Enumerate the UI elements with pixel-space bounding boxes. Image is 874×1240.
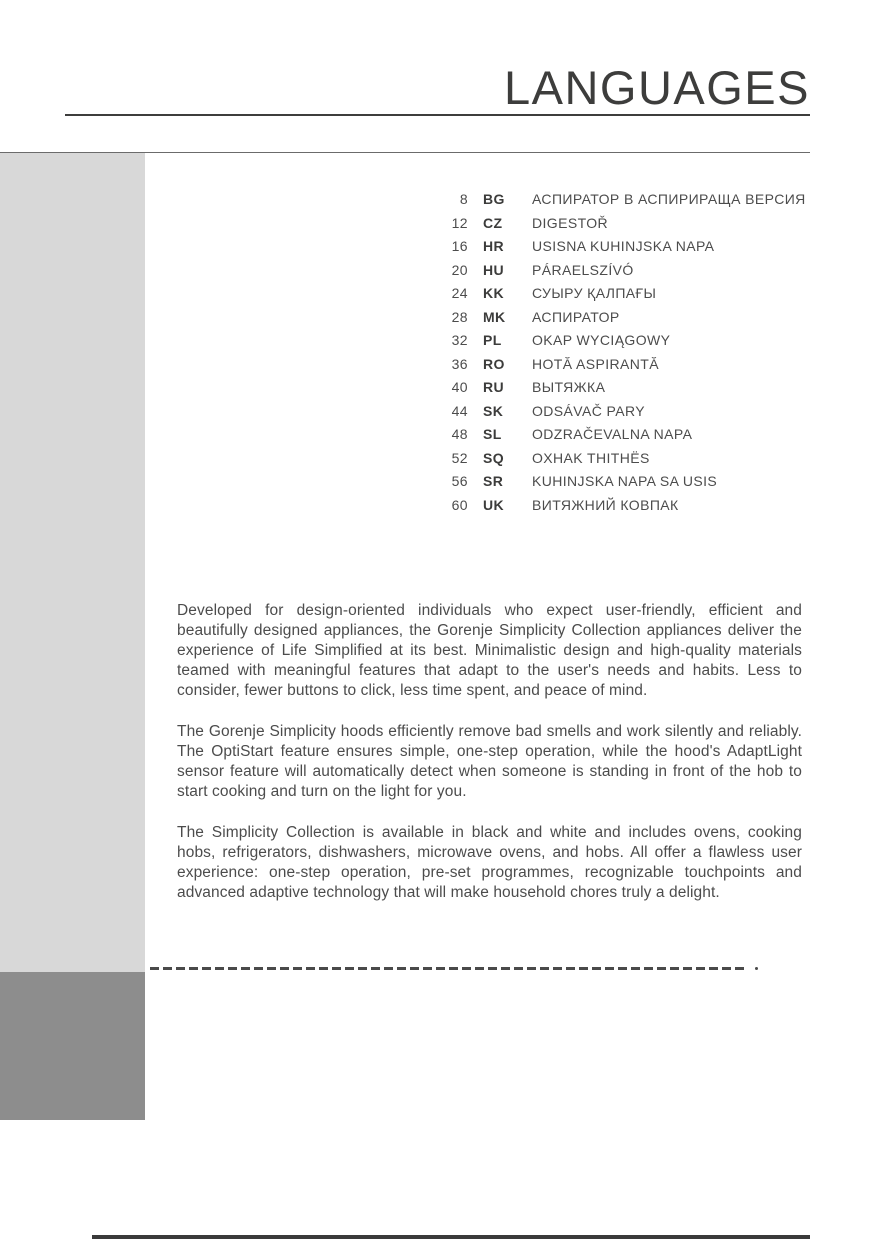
intro-paragraph-2: The Gorenje Simplicity hoods efficiently remove bad smells and work silently and reliably. The OptiStart feature ensures simple, one-step operation, while the hood's AdaptLight sensor feature will automatically detect when someone is standing in front of the hob to start cooking and turn on the light for you.: [177, 723, 802, 800]
toc-row: [438, 306, 806, 330]
toc-language-code: UK: [483, 496, 505, 513]
toc-page-number: 36: [451, 355, 468, 372]
toc-language-code: RO: [483, 355, 505, 372]
toc-language-name: OXHAK THITHËS: [532, 449, 650, 466]
language-index: [438, 188, 806, 517]
toc-language-code: PL: [483, 332, 502, 348]
intro-paragraph-1: Developed for design-oriented individuals who expect user-friendly, efficient and beautifully designed appliances, the Gorenje Simplicity Collection appliances deliver the experience of Life Simplified at its best. Minimalistic design and high-quality materials teamed with meaningful features that adapt to the user's needs and habits. Less to consider, fewer buttons to click, less time spent, and peace of mind.: [177, 602, 802, 699]
toc-language-name: ВЫТЯЖКА: [532, 379, 606, 395]
toc-page-number: 44: [451, 402, 468, 419]
toc-language-name: ВИТЯЖНИЙ КОВПАК: [532, 496, 679, 513]
toc-row: [438, 353, 806, 377]
toc-page-number: 28: [451, 308, 468, 325]
toc-language-code: HR: [483, 238, 505, 254]
toc-language-name: ODSÁVAČ PARY: [532, 402, 645, 419]
toc-language-name: OKAP WYCIĄGOWY: [532, 332, 671, 348]
toc-language-code: MK: [483, 308, 506, 325]
sidebar-band-dark: [0, 972, 145, 1120]
toc-language-name: ODZRAČEVALNA NAPA: [532, 426, 693, 442]
toc-row: [438, 447, 806, 471]
toc-page-number: 40: [451, 379, 468, 395]
toc-page-number: 32: [451, 332, 468, 348]
toc-language-code: HU: [483, 261, 505, 278]
toc-row: [438, 423, 806, 447]
toc-row: [438, 494, 806, 518]
dashed-divider: [150, 967, 758, 971]
toc-row: [438, 282, 806, 306]
toc-language-code: SR: [483, 473, 504, 489]
bottom-page-rule: [92, 1235, 810, 1239]
dashed-divider-line: [150, 967, 748, 970]
page-title: LANGUAGES: [503, 61, 810, 114]
toc-language-code: SQ: [483, 449, 505, 466]
toc-language-name: АСПИРАТОР: [532, 308, 620, 325]
toc-row: [438, 235, 806, 259]
toc-language-name: USISNA KUHINJSKA NAPA: [532, 238, 715, 254]
toc-language-name: HOTĂ ASPIRANTĂ: [532, 355, 659, 372]
toc-language-code: SK: [483, 402, 504, 419]
dashed-divider-end-dot: [755, 967, 758, 970]
toc-row: [438, 400, 806, 424]
toc-language-code: RU: [483, 379, 505, 395]
toc-language-code: CZ: [483, 214, 503, 231]
toc-language-name: СУЫРУ ҚАЛПАҒЫ: [532, 285, 657, 301]
toc-page-number: 16: [451, 238, 468, 254]
toc-language-code: KK: [483, 285, 505, 301]
toc-page-number: 52: [451, 449, 468, 466]
toc-page-number: 48: [451, 426, 468, 442]
toc-page-number: 56: [451, 473, 468, 489]
toc-page-number: 60: [451, 496, 468, 513]
title-underline-rule: [65, 114, 810, 116]
intro-paragraph-3: The Simplicity Collection is available in black and white and includes ovens, cooking hobs, refrigerators, dishwashers, microwave ovens, and hobs. All offer a flawless user experience: one-step operation, pre-set programmes, recognizable touchpoints and advanced adaptive technology that will make household chores truly a delight.: [177, 824, 802, 901]
toc-page-number: 20: [451, 261, 468, 278]
toc-language-code: SL: [483, 426, 502, 442]
toc-language-name: PÁRAELSZÍVÓ: [532, 261, 634, 278]
toc-language-code: BG: [483, 191, 505, 207]
toc-page-number: 24: [451, 285, 468, 301]
toc-language-name: АСПИРАТОР В АСПИРИРАЩА ВЕРСИЯ: [532, 191, 806, 207]
toc-language-name: KUHINJSKA NAPA SA USIS: [532, 473, 718, 489]
toc-row: [438, 470, 806, 494]
toc-page-number: 8: [459, 191, 468, 207]
toc-row: [438, 259, 806, 283]
toc-row: [438, 329, 806, 353]
intro-text-block: [177, 601, 802, 924]
sidebar-band-light: [0, 153, 145, 972]
toc-row: [438, 376, 806, 400]
toc-language-name: DIGESTOŘ: [532, 214, 609, 231]
toc-page-number: 12: [451, 214, 468, 231]
toc-row: [438, 212, 806, 236]
toc-row: [438, 188, 806, 212]
